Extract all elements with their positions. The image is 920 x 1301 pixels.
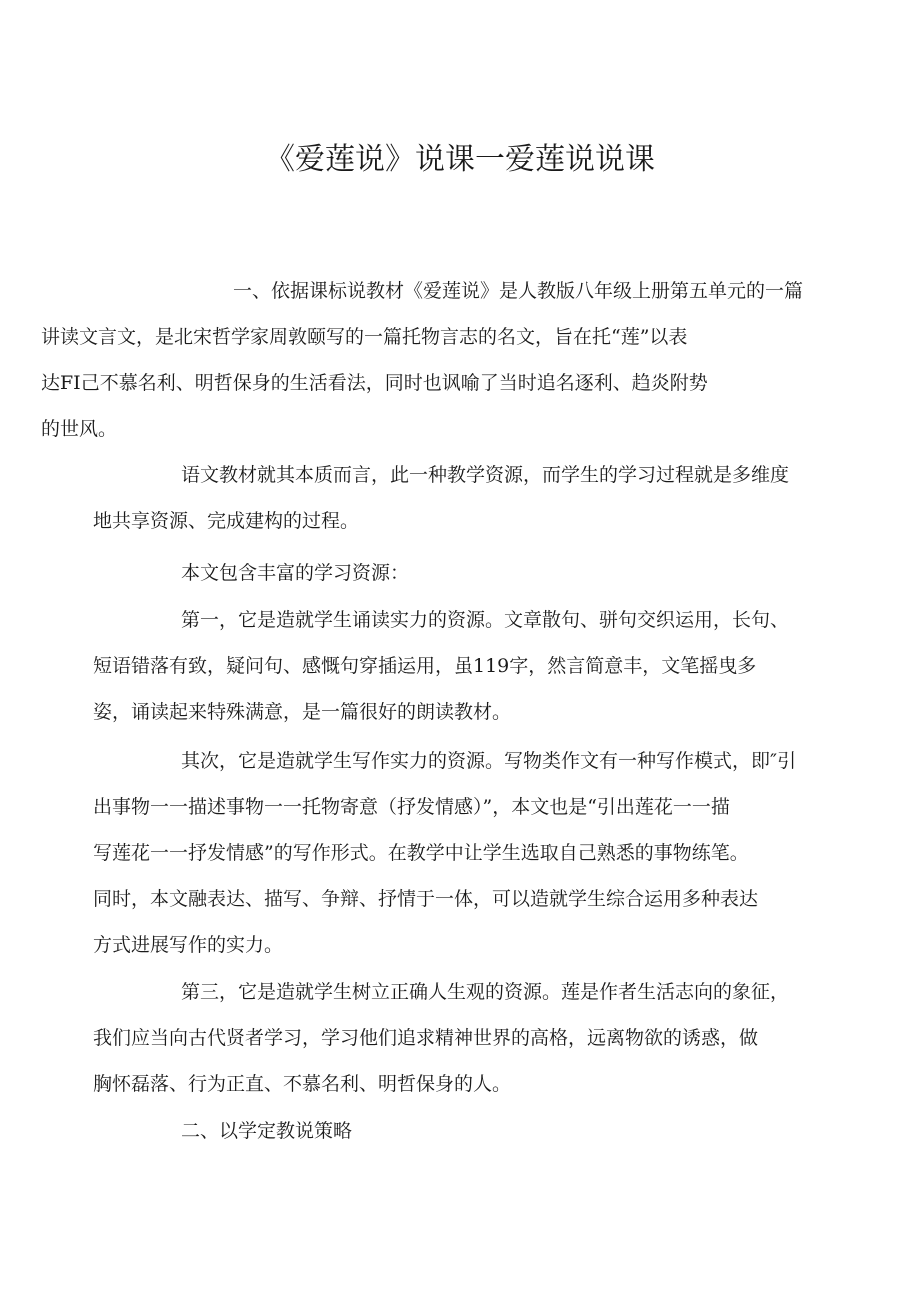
paragraph-line: 地共享资源、完成建构的过程。 <box>93 510 360 532</box>
paragraph-line: 二、以学定教说策略 <box>181 1120 353 1142</box>
paragraph-line: 语文教材就其本质而言，此一种教学资源，而学生的学习过程就是多维度 <box>181 464 790 486</box>
paragraph-first-point <box>93 597 797 735</box>
paragraph-third-point <box>93 969 797 1107</box>
paragraph-line: 第三，它是造就学生树立正确人生观的资源。莲是作者生活志向的象征， <box>181 981 790 1003</box>
paragraph-line: 方式进展写作的实力。 <box>93 934 284 956</box>
paragraph-line: 胸怀磊落、行为正直、不慕名利、明哲保身的人。 <box>93 1073 512 1095</box>
paragraph-teaching-resource <box>93 452 797 544</box>
paragraph-line: 我们应当向古代贤者学习，学习他们追求精神世界的高格，远离物欲的诱惑，做 <box>93 1027 759 1049</box>
section-heading-strategy <box>137 1108 797 1154</box>
paragraph-line: 达FI己不慕名利、明哲保身的生活看法，同时也讽喻了当时追名逐利、趋炎附势 <box>41 372 708 394</box>
paragraph-line: 一、依据课标说教材《爱莲说》是人教版八年级上册第五单元的一篇 <box>233 280 804 302</box>
paragraph-resources-intro <box>137 550 797 596</box>
paragraph-line: 姿，诵读起来特殊满意，是一篇很好的朗读教材。 <box>93 701 512 723</box>
paragraph-line: 讲读文言文，是北宋哲学家周敦颐写的一篇托物言志的名文，旨在托“莲”以表 <box>41 326 688 348</box>
paragraph-line: 本文包含丰富的学习资源： <box>181 562 410 584</box>
paragraph-line: 写莲花一一抒发情感”的写作形式。在教学中让学生选取自己熟悉的事物练笔。 <box>93 842 749 864</box>
paragraph-second-point <box>93 738 797 968</box>
paragraph-line: 同时，本文融表达、描写、争辩、抒情于一体，可以造就学生综合运用多种表达 <box>93 888 759 910</box>
paragraph-line: 其次，它是造就学生写作实力的资源。写物类作文有一种写作模式，即″引 <box>181 750 797 772</box>
document-title: 《爱莲说》说课一爱莲说说课 <box>265 142 655 177</box>
paragraph-line: 出事物一一描述事物一一托物寄意（抒发情感）”，本文也是“引出莲花一一描 <box>93 796 730 818</box>
paragraph-line: 第一，它是造就学生诵读实力的资源。文章散句、骈句交织运用，长句、 <box>181 609 790 631</box>
paragraph-line: 短语错落有致，疑问句、感慨句穿插运用，虽119字，然言简意丰，文笔摇曳多 <box>93 655 757 677</box>
paragraph-intro <box>41 268 804 452</box>
paragraph-line: 的世风。 <box>41 418 118 440</box>
